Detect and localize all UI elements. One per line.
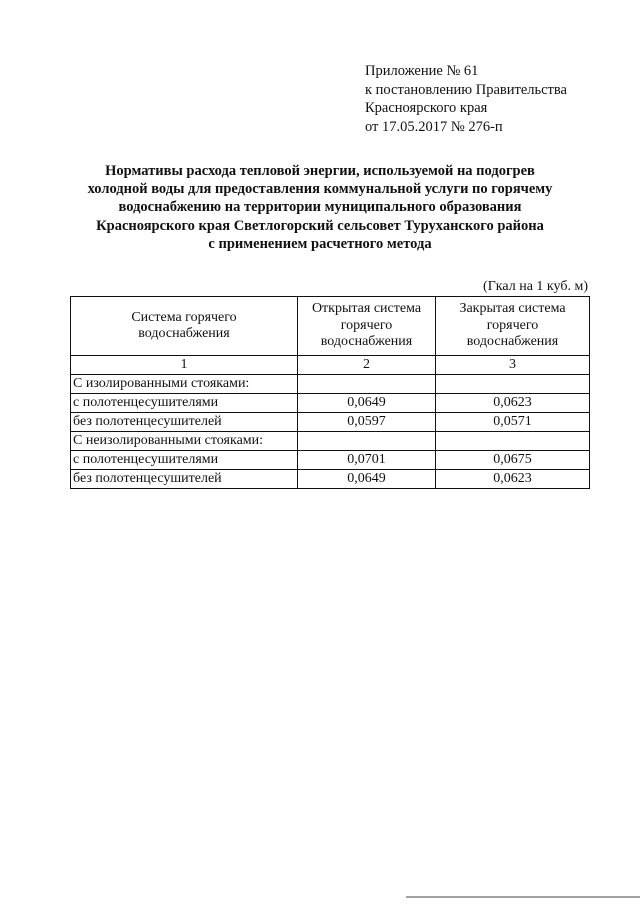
appendix-number: Приложение № 61: [365, 63, 479, 79]
norms-table: [70, 296, 590, 489]
document-title: [60, 162, 580, 253]
units-note: (Гкал на 1 куб. м): [483, 279, 588, 294]
appendix-block: [365, 62, 567, 136]
scan-edge-line: [406, 896, 640, 898]
row-label: без полотенцесушителей: [71, 413, 298, 432]
closed-value: 0,0571: [436, 413, 590, 432]
group-row: [71, 375, 590, 394]
table-row: [71, 470, 590, 489]
title-line-1: Нормативы расхода тепловой энергии, используемой на подогрев: [105, 163, 535, 179]
header-system: Система горячего водоснабжения: [71, 297, 298, 356]
title-line-3: водоснабжению на территории муниципального образования: [118, 199, 522, 216]
closed-value: 0,0675: [436, 451, 590, 470]
appendix-resolution: к постановлению Правительства: [365, 81, 567, 98]
column-number: 3: [436, 356, 590, 375]
column-number-row: [71, 356, 590, 375]
appendix-region: Красноярского края: [365, 100, 488, 116]
title-line-2: холодной воды для предоставления коммунальной услуги по горячему: [87, 181, 553, 198]
title-line-5: с применением расчетного метода: [208, 235, 432, 252]
open-value: 0,0649: [298, 394, 436, 413]
row-label: с полотенцесушителями: [71, 394, 298, 413]
header-closed-system: Закрытая система горячего водоснабжения: [436, 297, 590, 356]
group-row: [71, 432, 590, 451]
header-open-system: Открытая система горячего водоснабжения: [298, 297, 436, 356]
row-label: с полотенцесушителями: [71, 451, 298, 470]
column-number: 2: [298, 356, 436, 375]
closed-value: 0,0623: [436, 470, 590, 489]
table-row: [71, 394, 590, 413]
table-row: [71, 413, 590, 432]
group-title: С изолированными стояками:: [71, 375, 298, 394]
table-header-row: [71, 297, 590, 356]
open-value: 0,0597: [298, 413, 436, 432]
row-label: без полотенцесушителей: [71, 470, 298, 489]
open-value: 0,0701: [298, 451, 436, 470]
appendix-date: от 17.05.2017 № 276-п: [365, 118, 503, 135]
title-line-4: Красноярского края Светлогорский сельсовет Туруханского района: [96, 217, 544, 234]
column-number: 1: [71, 356, 298, 375]
table-row: [71, 451, 590, 470]
open-value: 0,0649: [298, 470, 436, 489]
closed-value: 0,0623: [436, 394, 590, 413]
group-title: С неизолированными стояками:: [71, 432, 298, 451]
